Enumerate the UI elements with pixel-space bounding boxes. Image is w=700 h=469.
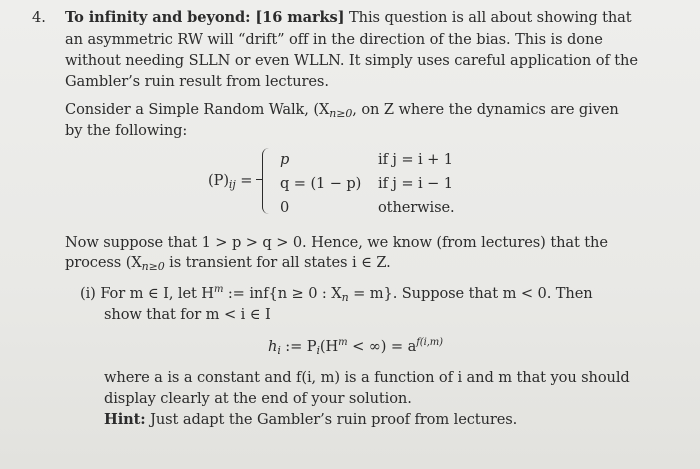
part-i-formula: $h_i$ := $P_i(H^m$ < ∞) = $a^{f(i,m)}$ — [268, 337, 443, 357]
matrix-lhs: $(P)_{ij}$ = — [208, 172, 253, 191]
part-i-line-1: (i) For m ∈ I, let $H^m$ := inf{n ≥ 0 : $X_n = m$}. Suppose that m < 0. Then — [80, 284, 593, 304]
cases-brace-tip — [256, 179, 263, 180]
question-heading: To infinity and beyond: [16 marks] — [65, 9, 345, 26]
case-2-condition: if j = i − 1 — [378, 175, 453, 192]
part-i-line-2: show that for m < i ∈ I — [104, 306, 271, 323]
case-1-condition: if j = i + 1 — [378, 151, 453, 168]
consider-line-2: by the following: — [65, 122, 188, 139]
consider-line-1: Consider a Simple Random Walk, ($X_{n\ge 0}$, on Z where the dynamics are given — [65, 101, 619, 120]
hint-text: Just adapt the Gambler’s ruin proof from lectures. — [145, 411, 518, 428]
part-i-label: (i) — [80, 285, 96, 302]
intro-line-2: an asymmetric RW will “drift” off in the direction of the bias. This is done — [65, 31, 603, 48]
case-2-value: q = (1 − p) — [280, 175, 362, 192]
intro-text-1: This question is all about showing that — [349, 9, 632, 26]
hint-label: Hint: — [104, 411, 146, 428]
cases-brace — [262, 148, 273, 214]
case-3-value: 0 — [280, 199, 290, 216]
consider-text-a: Consider a Simple Random Walk, (X — [65, 101, 330, 118]
part-i-hint — [104, 411, 517, 428]
consider-text-b: on Z where the dynamics are given — [361, 101, 619, 118]
part-i-after-2: display clearly at the end of your solution. — [104, 390, 412, 407]
intro-line-3: without needing SLLN or even WLLN. It simply uses careful application of the — [65, 52, 638, 69]
intro-line-4: Gambler’s ruin result from lectures. — [65, 73, 329, 90]
intro-line-1 — [65, 9, 632, 26]
transient-line-1: Now suppose that 1 > p > q > 0. Hence, we know (from lectures) that the — [65, 234, 608, 251]
case-1-value: p — [280, 151, 290, 168]
question-number: 4. — [32, 9, 46, 26]
case-3-condition: otherwise. — [378, 199, 455, 216]
part-i-after-1: where a is a constant and f(i, m) is a function of i and m that you should — [104, 369, 630, 386]
transient-line-2: process ($X_{n\ge 0}$ is transient for all states i ∈ Z. — [65, 254, 391, 273]
